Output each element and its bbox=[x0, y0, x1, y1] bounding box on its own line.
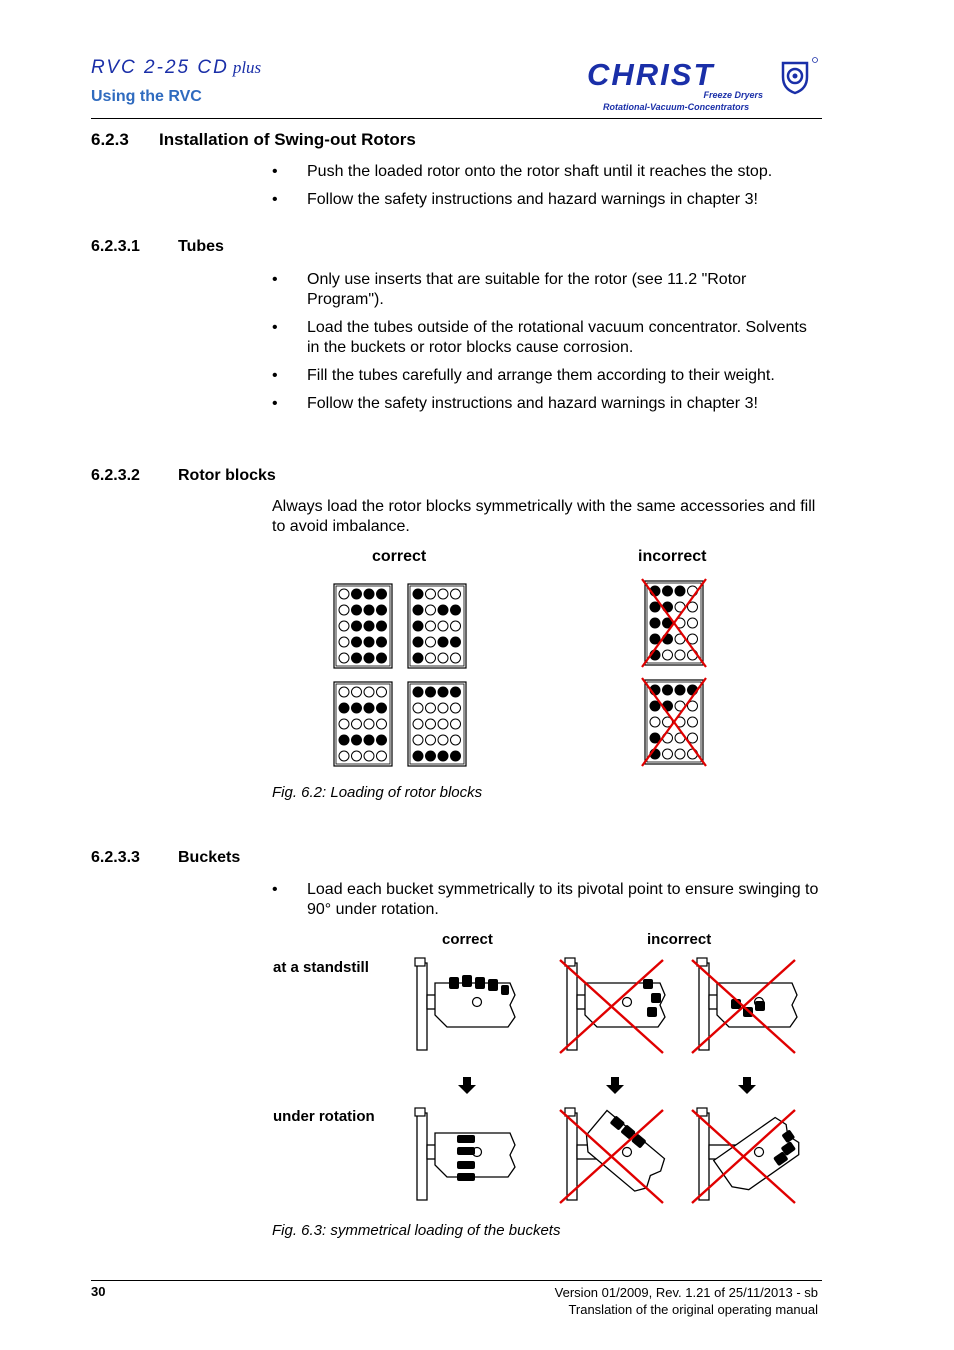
logo-line2: Rotational-Vacuum-Concentrators bbox=[603, 102, 750, 112]
arrow-down-icon bbox=[606, 1077, 624, 1094]
tube-filled bbox=[650, 618, 660, 628]
tube-filled bbox=[364, 735, 374, 745]
tube-empty bbox=[377, 719, 387, 729]
tube-empty bbox=[663, 650, 673, 660]
arrow-down-icon bbox=[738, 1077, 756, 1094]
pivot-point bbox=[473, 998, 482, 1007]
tube-empty bbox=[688, 618, 698, 628]
bucket-diagram bbox=[560, 1108, 670, 1203]
tube-filled bbox=[438, 605, 448, 615]
tube-empty bbox=[438, 621, 448, 631]
tube-filled bbox=[663, 586, 673, 596]
bullets-buckets bbox=[272, 880, 822, 928]
tube-filled bbox=[451, 637, 461, 647]
tube-filled bbox=[449, 977, 459, 989]
bucket-body bbox=[579, 1109, 670, 1196]
tube-filled bbox=[377, 621, 387, 631]
tube-filled bbox=[364, 703, 374, 713]
tube-empty bbox=[377, 687, 387, 697]
christ-logo bbox=[585, 55, 820, 115]
bucket-body bbox=[435, 1133, 515, 1181]
page-number: 30 bbox=[91, 1284, 106, 1299]
tube-empty bbox=[339, 589, 349, 599]
rotor-block bbox=[334, 682, 392, 766]
tube-filled bbox=[352, 621, 362, 631]
tube-filled bbox=[352, 735, 362, 745]
tube-filled bbox=[339, 703, 349, 713]
tube-empty bbox=[426, 703, 436, 713]
tube-filled bbox=[377, 637, 387, 647]
rotor-arm bbox=[417, 963, 427, 1050]
tube-filled bbox=[377, 605, 387, 615]
tube-filled bbox=[352, 637, 362, 647]
logo-line1: Freeze Dryers bbox=[703, 90, 763, 100]
tube-filled bbox=[457, 1161, 475, 1169]
bucket-diagram bbox=[560, 958, 665, 1053]
tube-filled bbox=[413, 605, 423, 615]
tube-filled bbox=[364, 637, 374, 647]
tube-filled bbox=[675, 685, 685, 695]
tube-empty bbox=[438, 703, 448, 713]
tube-empty bbox=[438, 719, 448, 729]
rotor-arm bbox=[417, 1113, 427, 1200]
heading-rotor-blocks: 6.2.3.2 Rotor blocks bbox=[91, 467, 276, 484]
tube-filled bbox=[457, 1173, 475, 1181]
tube-empty bbox=[413, 719, 423, 729]
tube-empty bbox=[352, 751, 362, 761]
tube-filled bbox=[451, 751, 461, 761]
label-correct: correct bbox=[372, 548, 427, 565]
tube-empty bbox=[413, 703, 423, 713]
tube-filled bbox=[426, 751, 436, 761]
tube-empty bbox=[451, 703, 461, 713]
rotor-blocks-text: Always load the rotor blocks symmetrically with the same accessories and fill to avoid imbalance. bbox=[272, 498, 816, 535]
tube-filled bbox=[647, 1007, 657, 1017]
rotor-block bbox=[408, 682, 466, 766]
tube-empty bbox=[352, 687, 362, 697]
rotor-arm-tab bbox=[415, 958, 425, 966]
rotor-arm bbox=[699, 1113, 709, 1200]
tube-filled bbox=[413, 751, 423, 761]
tube-empty bbox=[426, 719, 436, 729]
tube-empty bbox=[675, 749, 685, 759]
tube-empty bbox=[688, 717, 698, 727]
tube-filled bbox=[475, 977, 485, 989]
tube-filled bbox=[377, 735, 387, 745]
model-name: RVC 2-25 CD plus bbox=[91, 57, 262, 78]
label-incorrect-buckets: incorrect bbox=[647, 931, 712, 948]
list-item: • Load the tubes outside of the rotational vacuum concentrator. Solvents in the buckets or rotor blocks cause corrosion. bbox=[272, 318, 822, 358]
tube-filled bbox=[413, 621, 423, 631]
tube-filled bbox=[377, 703, 387, 713]
tube-empty bbox=[339, 637, 349, 647]
tube-filled bbox=[675, 586, 685, 596]
figure-caption-6-2: Fig. 6.2: Loading of rotor blocks bbox=[272, 784, 483, 801]
rotor-arm bbox=[567, 1113, 577, 1200]
tube-filled bbox=[352, 589, 362, 599]
bucket-body bbox=[435, 975, 515, 1027]
tube-filled bbox=[488, 979, 498, 991]
tube-filled bbox=[413, 589, 423, 599]
tube-empty bbox=[339, 605, 349, 615]
tube-empty bbox=[339, 719, 349, 729]
model-suffix: plus bbox=[232, 58, 262, 77]
tube-empty bbox=[451, 589, 461, 599]
pivot-point bbox=[623, 998, 632, 1007]
tube-filled bbox=[364, 621, 374, 631]
heading-buckets: 6.2.3.3 Buckets bbox=[91, 849, 241, 866]
tube-filled bbox=[457, 1147, 475, 1155]
tube-filled bbox=[352, 605, 362, 615]
tube-empty bbox=[451, 621, 461, 631]
tube-filled bbox=[377, 653, 387, 663]
rotor-blocks-figure bbox=[320, 575, 720, 775]
label-correct-buckets: correct bbox=[442, 931, 493, 948]
version-text: Version 01/2009, Rev. 1.21 of 25/11/2013 - sb bbox=[554, 1285, 818, 1300]
tube-empty bbox=[364, 719, 374, 729]
label-under-rotation: under rotation bbox=[273, 1108, 375, 1125]
running-section-title: Using the RVC bbox=[91, 88, 202, 105]
tube-empty bbox=[663, 749, 673, 759]
tube-empty bbox=[451, 735, 461, 745]
tube-empty bbox=[438, 735, 448, 745]
bullets-tubes bbox=[272, 270, 822, 422]
tube-empty bbox=[426, 621, 436, 631]
bullets-installation bbox=[272, 162, 822, 218]
tube-filled bbox=[438, 637, 448, 647]
tube-filled bbox=[364, 653, 374, 663]
label-at-standstill: at a standstill bbox=[273, 959, 369, 976]
tube-filled bbox=[352, 703, 362, 713]
tube-filled bbox=[413, 637, 423, 647]
tube-empty bbox=[377, 751, 387, 761]
bucket-diagram bbox=[692, 958, 797, 1053]
tube-filled bbox=[413, 653, 423, 663]
tube-empty bbox=[426, 605, 436, 615]
tube-filled bbox=[364, 605, 374, 615]
tube-empty bbox=[451, 653, 461, 663]
bucket-diagram bbox=[415, 958, 515, 1050]
tube-empty bbox=[339, 653, 349, 663]
arrow-down-icon bbox=[458, 1077, 476, 1094]
tube-empty bbox=[364, 751, 374, 761]
tube-filled bbox=[663, 685, 673, 695]
footer-divider bbox=[91, 1280, 822, 1281]
tube-empty bbox=[675, 650, 685, 660]
translation-note: Translation of the original operating manual bbox=[568, 1302, 818, 1317]
heading-tubes: 6.2.3.1 Tubes bbox=[91, 238, 224, 255]
tube-empty bbox=[426, 589, 436, 599]
tube-empty bbox=[438, 589, 448, 599]
list-item: • Push the loaded rotor onto the rotor shaft until it reaches the stop. bbox=[272, 162, 822, 182]
tube-filled bbox=[339, 735, 349, 745]
rotor-block bbox=[408, 584, 466, 668]
rotor-arm bbox=[699, 963, 709, 1050]
heading-6-2-3: 6.2.3 Installation of Swing-out Rotors bbox=[91, 130, 416, 149]
rotor-arm bbox=[567, 963, 577, 1050]
tube-filled bbox=[438, 751, 448, 761]
tube-empty bbox=[352, 719, 362, 729]
tube-filled bbox=[426, 687, 436, 697]
bucket-diagram bbox=[692, 1108, 804, 1203]
tube-filled bbox=[457, 1135, 475, 1143]
tube-empty bbox=[426, 653, 436, 663]
header-divider bbox=[91, 118, 822, 119]
rotor-block bbox=[642, 678, 706, 766]
footer-version bbox=[420, 1284, 818, 1318]
tube-empty bbox=[413, 735, 423, 745]
tube-filled bbox=[501, 985, 509, 995]
tube-filled bbox=[451, 687, 461, 697]
buckets-figure bbox=[405, 955, 815, 1210]
tube-filled bbox=[755, 1001, 765, 1011]
tube-filled bbox=[438, 687, 448, 697]
label-incorrect: incorrect bbox=[638, 548, 707, 565]
list-item: • Follow the safety instructions and hazard warnings in chapter 3! bbox=[272, 394, 822, 414]
tube-empty bbox=[339, 751, 349, 761]
tube-empty bbox=[438, 653, 448, 663]
bucket-diagram bbox=[415, 1108, 515, 1200]
tube-filled bbox=[451, 605, 461, 615]
bucket-body bbox=[714, 1115, 805, 1197]
list-item: • Follow the safety instructions and hazard warnings in chapter 3! bbox=[272, 190, 822, 210]
tube-filled bbox=[462, 975, 472, 987]
tube-filled bbox=[352, 653, 362, 663]
tube-filled bbox=[651, 993, 661, 1003]
logo-brand: CHRIST bbox=[587, 57, 715, 92]
tube-empty bbox=[364, 687, 374, 697]
tube-filled bbox=[364, 589, 374, 599]
tube-empty bbox=[426, 735, 436, 745]
tube-empty bbox=[426, 637, 436, 647]
rotor-block bbox=[334, 584, 392, 668]
rotor-block bbox=[642, 579, 706, 667]
tube-empty bbox=[339, 687, 349, 697]
tube-empty bbox=[451, 719, 461, 729]
tube-filled bbox=[643, 979, 653, 989]
tube-filled bbox=[377, 589, 387, 599]
list-item: • Fill the tubes carefully and arrange them according to their weight. bbox=[272, 366, 822, 386]
tube-filled bbox=[413, 687, 423, 697]
list-item: • Load each bucket symmetrically to its pivotal point to ensure swinging to 90° under rotation. bbox=[272, 880, 822, 920]
tube-empty bbox=[650, 717, 660, 727]
rotor-arm-tab bbox=[415, 1108, 425, 1116]
tube-empty bbox=[339, 621, 349, 631]
figure-caption-6-3: Fig. 6.3: symmetrical loading of the buckets bbox=[272, 1222, 561, 1239]
list-item: • Only use inserts that are suitable for the rotor (see 11.2 "Rotor Program"). bbox=[272, 270, 822, 310]
